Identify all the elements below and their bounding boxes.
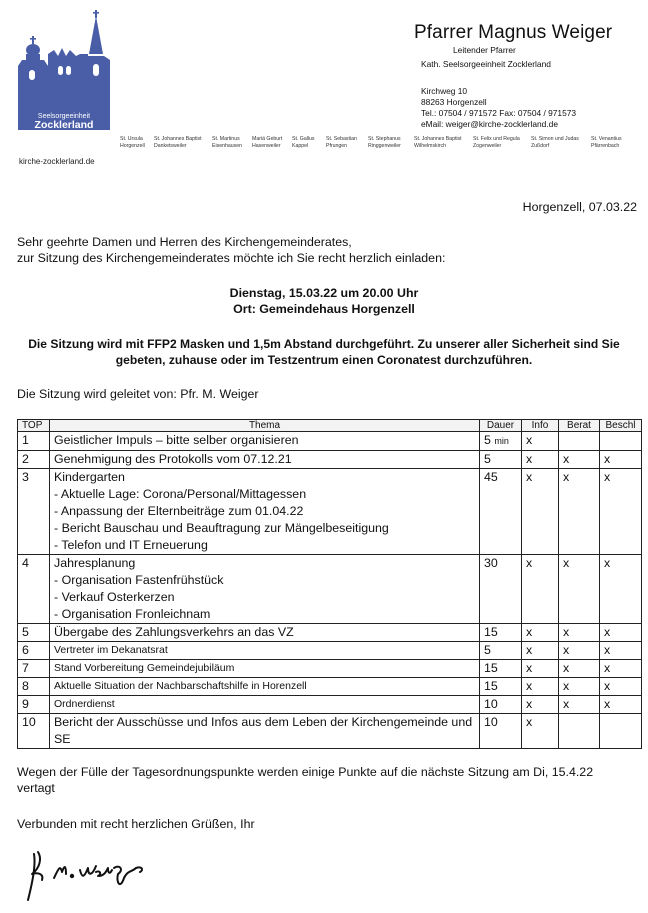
agenda-item-beschl-mark — [600, 714, 642, 749]
agenda-item-topic — [50, 624, 480, 642]
col-header-thema: Thema — [50, 420, 480, 432]
agenda-item-berat-mark: x — [559, 469, 600, 555]
agenda-item-beschl-mark: x — [600, 555, 642, 624]
agenda-topic-title: Stand Vorbereitung Gemeindejubiläum — [54, 662, 235, 674]
agenda-subtopic: - Organisation Fastenfrühstück — [54, 573, 224, 587]
agenda-topic-title: Kindergarten — [54, 470, 125, 484]
agenda-item-info-mark: x — [522, 660, 559, 678]
agenda-item-info-mark: x — [522, 469, 559, 555]
duration-value: 15 — [484, 661, 498, 675]
agenda-item-duration — [480, 555, 522, 624]
col-header-dauer: Dauer — [480, 420, 522, 432]
duration-value: 45 — [484, 470, 498, 484]
pastor-unit: Kath. Seelsorgeeinheit Zocklerland — [421, 59, 551, 69]
agenda-item-info-mark: x — [522, 624, 559, 642]
postpone-line1: Wegen der Fülle der Tagesordnungspunkte werden einige Punkte auf die nächste Sitzung am Di, 15.4.22 — [17, 765, 594, 779]
duration-value: 5 — [484, 643, 491, 657]
agenda-item-topic — [50, 696, 480, 714]
agenda-item-berat-mark: x — [559, 624, 600, 642]
agenda-item-info-mark: x — [522, 451, 559, 469]
agenda-row — [18, 678, 642, 696]
agenda-item-beschl-mark: x — [600, 451, 642, 469]
pastor-name: Pfarrer Magnus Weiger — [414, 22, 613, 43]
agenda-item-duration — [480, 469, 522, 555]
agenda-row — [18, 696, 642, 714]
agenda-row — [18, 469, 642, 555]
duration-value: 15 — [484, 625, 498, 639]
agenda-item-info-mark: x — [522, 678, 559, 696]
agenda-subtopic: - Verkauf Osterkerzen — [54, 590, 175, 604]
parish-item: St. Simon und Judas Zußdorf — [531, 136, 579, 149]
parish-item: St. Gallus Kappel — [292, 136, 315, 149]
meeting-datetime: Dienstag, 15.03.22 um 20.00 Uhr — [229, 286, 419, 300]
duration-value: 15 — [484, 679, 498, 693]
agenda-item-berat-mark — [559, 714, 600, 749]
agenda-item-duration — [480, 678, 522, 696]
agenda-row — [18, 660, 642, 678]
meeting-chair: Die Sitzung wird geleitet von: Pfr. M. Weiger — [17, 387, 259, 401]
address-street: Kirchweg 10 — [421, 86, 468, 96]
duration-value: 10 — [484, 697, 498, 711]
parish-logo — [18, 10, 110, 130]
logo-line2: Zocklerland — [34, 119, 94, 130]
agenda-item-beschl-mark: x — [600, 678, 642, 696]
agenda-topic-title: Jahresplanung — [54, 556, 136, 570]
parish-item: St. Venantius Pfärrenbach — [591, 136, 622, 149]
duration-value: 5 — [484, 433, 491, 447]
col-header-beschl: Beschl — [600, 420, 642, 432]
parish-item: St. Sebastian Pfrungen — [326, 136, 357, 149]
parish-item: St. Stephanus Ringgenweiler — [368, 136, 401, 149]
agenda-item-beschl-mark: x — [600, 642, 642, 660]
agenda-row — [18, 451, 642, 469]
agenda-item-info-mark: x — [522, 696, 559, 714]
agenda-item-beschl-mark: x — [600, 696, 642, 714]
address-block — [421, 86, 576, 130]
agenda-item-topic — [50, 642, 480, 660]
agenda-item-topic — [50, 432, 480, 451]
agenda-item-topic — [50, 451, 480, 469]
agenda-topic-title: Vertreter im Dekanatsrat — [54, 644, 168, 656]
agenda-topic-title: Bericht der Ausschüsse und Infos aus dem Leben der Kirchengemeinde und SE — [54, 715, 473, 746]
address-phone: Tel.: 07504 / 971572 Fax: 07504 / 971573 — [421, 108, 577, 118]
agenda-item-topic — [50, 555, 480, 624]
agenda-subtopic: - Organisation Fronleichnam — [54, 607, 211, 621]
safety-notice-line2: gebeten, zuhause oder im Testzentrum einen Coronatest durchzuführen. — [115, 353, 533, 367]
logo-caption: kirche-zocklerland.de — [19, 157, 95, 166]
agenda-item-duration — [480, 642, 522, 660]
agenda-item-number: 8 — [18, 678, 50, 696]
handwritten-signature — [24, 844, 154, 906]
parish-item: St. Felix und Regula Zogenweiler — [473, 136, 520, 149]
agenda-item-berat-mark: x — [559, 555, 600, 624]
safety-notice-line1: Die Sitzung wird mit FFP2 Masken und 1,5m Abstand durchgeführt. Zu unserer aller Sicherheit sind Sie — [28, 337, 620, 351]
agenda-item-number: 5 — [18, 624, 50, 642]
agenda-item-duration — [480, 660, 522, 678]
agenda-item-topic — [50, 469, 480, 555]
address-city: 88263 Horgenzell — [421, 97, 487, 107]
agenda-item-info-mark: x — [522, 432, 559, 451]
address-email: eMail: weiger@kirche-zocklerland.de — [421, 119, 558, 129]
agenda-item-beschl-mark: x — [600, 624, 642, 642]
agenda-topic-title: Aktuelle Situation der Nachbarschaftshilfe in Horenzell — [54, 680, 307, 692]
agenda-item-berat-mark: x — [559, 696, 600, 714]
agenda-header-row — [18, 420, 642, 432]
agenda-row — [18, 555, 642, 624]
agenda-row — [18, 432, 642, 451]
parish-item: St. Johannes Baptist Danketsweiler — [154, 136, 202, 149]
col-header-info: Info — [522, 420, 559, 432]
agenda-item-topic — [50, 714, 480, 749]
agenda-subtopic: - Bericht Bauschau und Beauftragung zur Mängelbeseitigung — [54, 521, 389, 535]
duration-value: 5 — [484, 452, 491, 466]
col-header-berat: Berat — [559, 420, 600, 432]
meeting-location: Ort: Gemeindehaus Horgenzell — [233, 302, 415, 316]
parish-item: St. Martinus Eisenhausen — [212, 136, 242, 149]
agenda-item-berat-mark: x — [559, 678, 600, 696]
agenda-item-number: 6 — [18, 642, 50, 660]
parish-item: Mariä Geburt Hasenweiler — [252, 136, 283, 149]
agenda-topic-title: Übergabe des Zahlungsverkehrs an das VZ — [54, 625, 294, 639]
agenda-item-topic — [50, 678, 480, 696]
agenda-item-topic — [50, 660, 480, 678]
duration-unit: min — [494, 436, 509, 446]
salutation: Sehr geehrte Damen und Herren des Kirchengemeinderates, — [17, 235, 352, 249]
closing-text: Verbunden mit recht herzlichen Grüßen, Ihr — [17, 817, 255, 831]
agenda-topic-title: Genehmigung des Protokolls vom 07.12.21 — [54, 452, 292, 466]
agenda-item-info-mark: x — [522, 555, 559, 624]
parish-item: St. Ursula Horgenzell — [120, 136, 145, 149]
agenda-topic-title: Ordnerdienst — [54, 698, 115, 710]
agenda-row — [18, 714, 642, 749]
agenda-item-berat-mark: x — [559, 451, 600, 469]
agenda-item-duration — [480, 432, 522, 451]
col-header-top: TOP — [18, 420, 50, 432]
agenda-item-duration — [480, 451, 522, 469]
agenda-item-duration — [480, 624, 522, 642]
agenda-item-number: 1 — [18, 432, 50, 451]
postpone-line2: vertagt — [17, 781, 55, 795]
letter-date: Horgenzell, 07.03.22 — [522, 200, 637, 214]
agenda-item-beschl-mark: x — [600, 469, 642, 555]
agenda-item-number: 2 — [18, 451, 50, 469]
duration-value: 10 — [484, 715, 498, 729]
agenda-row — [18, 642, 642, 660]
agenda-table — [17, 419, 642, 749]
agenda-item-duration — [480, 714, 522, 749]
parish-item: St. Johannes Baptist Wilhelmskirch — [414, 136, 462, 149]
agenda-row — [18, 624, 642, 642]
agenda-item-number: 10 — [18, 714, 50, 749]
agenda-item-beschl-mark — [600, 432, 642, 451]
agenda-item-number: 4 — [18, 555, 50, 624]
agenda-subtopic: - Anpassung der Elternbeiträge zum 01.04.22 — [54, 504, 304, 518]
agenda-item-number: 9 — [18, 696, 50, 714]
pastor-role: Leitender Pfarrer — [453, 45, 516, 55]
duration-value: 30 — [484, 556, 498, 570]
agenda-item-beschl-mark: x — [600, 660, 642, 678]
agenda-item-duration — [480, 696, 522, 714]
intro-text: zur Sitzung des Kirchengemeinderates möchte ich Sie recht herzlich einladen: — [17, 251, 446, 265]
agenda-item-berat-mark — [559, 432, 600, 451]
logo-line1: Seelsorgeeinheit — [37, 113, 91, 120]
agenda-topic-title: Geistlicher Impuls – bitte selber organisieren — [54, 433, 299, 447]
agenda-item-number: 3 — [18, 469, 50, 555]
agenda-subtopic: - Telefon und IT Erneuerung — [54, 538, 208, 552]
agenda-item-berat-mark: x — [559, 660, 600, 678]
agenda-item-info-mark: x — [522, 714, 559, 749]
agenda-item-info-mark: x — [522, 642, 559, 660]
agenda-subtopic: - Aktuelle Lage: Corona/Personal/Mittagessen — [54, 487, 307, 501]
agenda-item-berat-mark: x — [559, 642, 600, 660]
agenda-item-number: 7 — [18, 660, 50, 678]
